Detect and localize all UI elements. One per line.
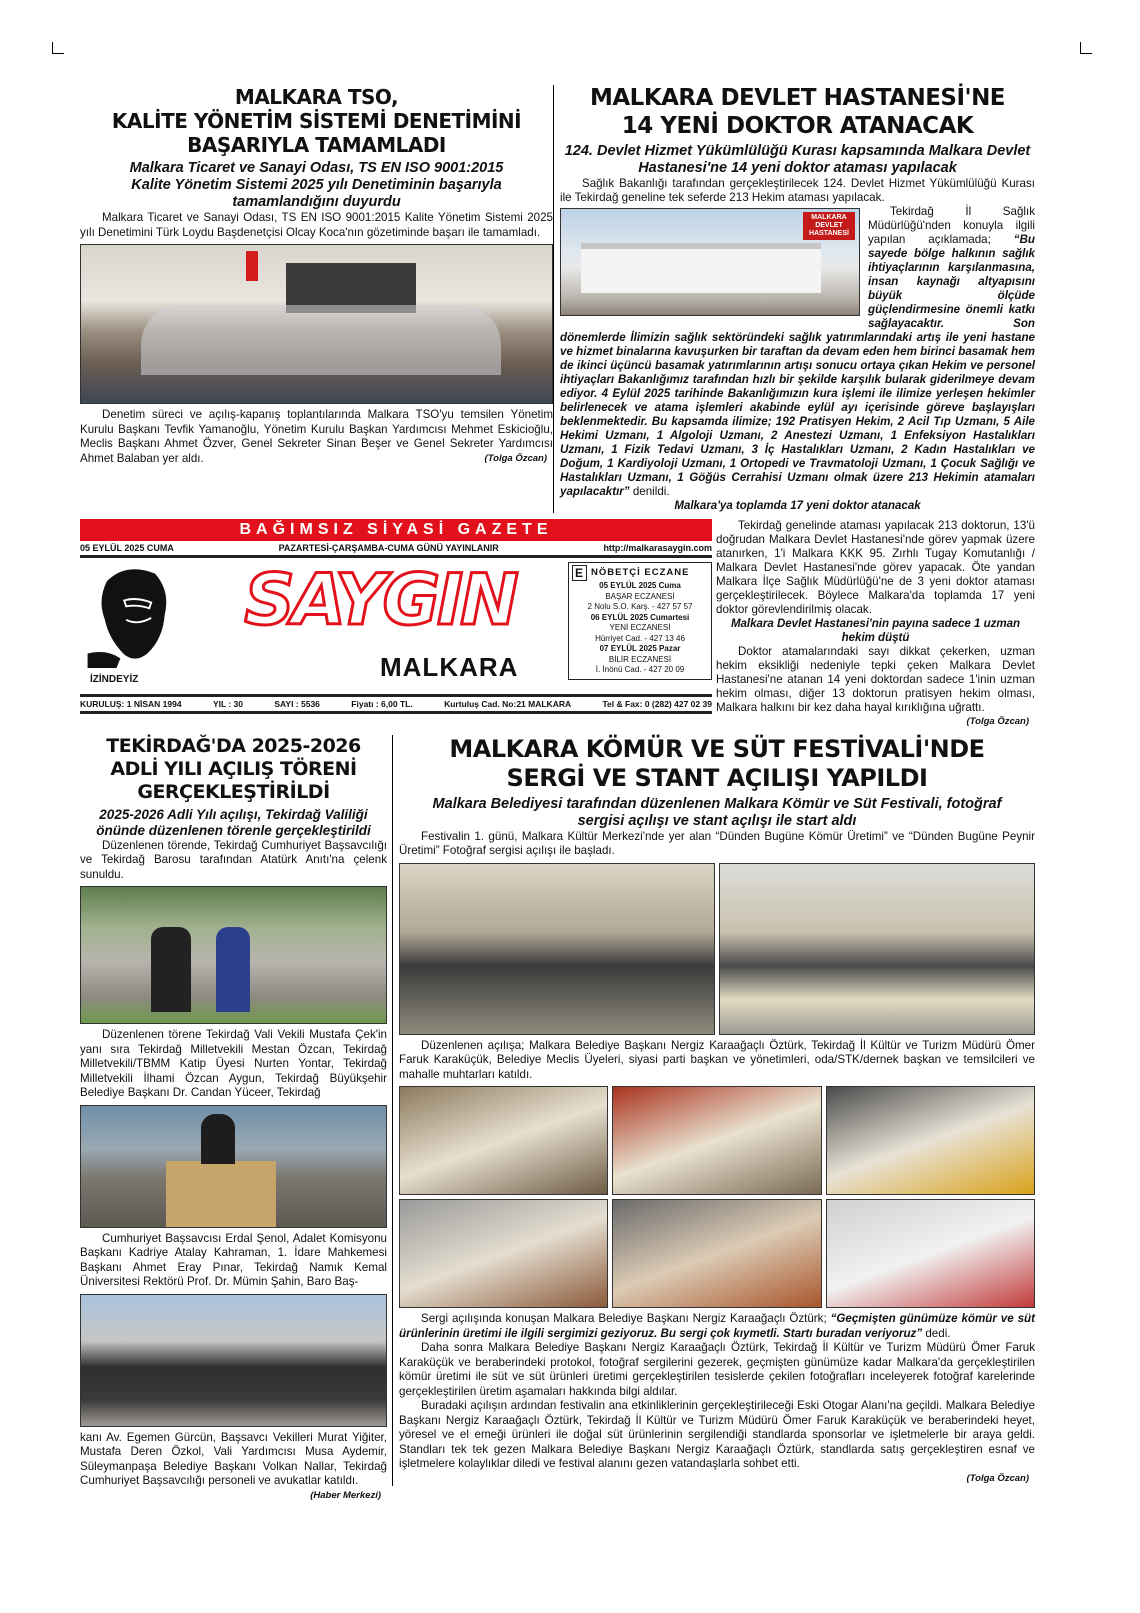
article-festival xyxy=(392,735,1035,1486)
ataturk-portrait-icon xyxy=(86,562,174,668)
issue-date: 05 EYLÜL 2025 CUMA xyxy=(80,543,174,554)
pharmacy-name: BAŞAR ECZANESİ xyxy=(605,591,675,601)
subheadline: Malkara Ticaret ve Sanayi Odası, TS EN ISO 9001:2015 Kalite Yönetim Sistemi 2025 yılı Denetiminin başarıyla tamamlandığını duyurdu xyxy=(129,160,504,210)
headline-line: TEKİRDAĞ'DA 2025-2026 xyxy=(106,735,361,758)
website-link[interactable]: http://malkarasaygin.com xyxy=(603,543,712,554)
bottom-row xyxy=(80,735,1035,1503)
pharmacy-name: YENİ ECZANESİ xyxy=(609,623,671,633)
pharmacy-address: 2 Nolu S.O. Karş. - 427 57 57 xyxy=(587,602,693,612)
photo-exhibition-opening xyxy=(399,863,715,1035)
article-hospital xyxy=(553,85,1035,513)
photo-group-officials xyxy=(80,1294,387,1427)
paragraph: Daha sonra Malkara Belediye Başkanı Nergiz Karaağaçlı Öztürk, Tekirdağ İl Kültür ve Turizm Müdürü Ömer Faruk Karaküçük ve beraberindeki protokol, fotoğraf sergilerini gezerek, geçmişten günümüze kadar Malkara'da gerçekleştirilen kömür üretimi ile süt ve süt ürünleri üretimi gerçekleştirilen tesislerde çekilen fotoğrafları inceleyerek fotoğraf karelerinde gerçekleştirilen üretim aşamaları hakkında bilgi aldılar. xyxy=(399,1341,1035,1398)
headline-line: GERÇEKLEŞTİRİLDİ xyxy=(137,780,330,803)
address: Kurtuluş Cad. No:21 MALKARA xyxy=(444,699,572,710)
photo-podium-speech xyxy=(80,1105,387,1228)
photo-stand xyxy=(826,1086,1035,1195)
pharmacy-date: 05 EYLÜL 2025 Cuma xyxy=(599,581,681,591)
photo-hospital-building xyxy=(560,208,860,316)
author-credit: (Tolga Özcan) xyxy=(966,716,1029,728)
photo-stand xyxy=(612,1086,821,1195)
headline-line: MALKARA TSO, xyxy=(234,85,399,109)
masthead-banner: BAĞIMSIZ SİYASİ GAZETE xyxy=(80,519,712,541)
photo-wreath-ceremony xyxy=(80,886,387,1024)
headline-line: MALKARA KÖMÜR VE SÜT FESTİVALİ'NDE xyxy=(449,735,985,764)
headline-line: KALİTE YÖNETİM SİSTEMİ DENETİMİNİ xyxy=(111,109,522,133)
headline-line: 14 YENİ DOKTOR ATANACAK xyxy=(621,112,974,139)
paragraph xyxy=(399,1399,1035,1486)
photo-row xyxy=(399,863,1035,1035)
page xyxy=(80,0,1035,1563)
pharmacy-entry xyxy=(569,644,711,676)
pharmacy-date: 06 EYLÜL 2025 Cumartesi xyxy=(590,612,690,622)
issue-number: SAYI : 5536 xyxy=(274,699,320,710)
quote: “Bu sayede bölge halkının sağlık ihtiyaçlarının karşılanmasına, insan kaynağı altyapısını büyük ölçüde güçlendirmesine önemli katkı sağlayacaktır. Son dönemlerde İlimizin sağlık sektöründeki sağlık yatırımlarındaki artış ile yeni hastane ve hizmet binalarına kavuşurken bir taraftan da devam eden hem birinci basamak hem de ikinci üçüncü basamak yatırımlarının artışı sonucu ortaya çıkan Hekim ve personel ihtiyaçları Bakanlığımız tarafından hızlı bir şekilde karşılık bularak giderilmeye devam ediyor. 4 Eylül 2025 tarihinde Bakanlığımızın kura işlemi ile ilimize yerleşen hekimler belirlenecek ve atama işlemleri akabinde eylül ayı içerisinde göreve başlayışları beklenmektedir. Bu kapsamda ilimize; 192 Pratisyen Hekim, 2 Acil Tıp Uzmanı, 5 Aile Hekimi Uzmanı, 1 Algoloji Uzmanı, 2 Anestezi Uzmanı, 1 Enfeksiyon Hastalıkları Uzmanı, 1 Fizik Tedavi Uzmanı, 3 İç Hastalıkları Uzmanı, 2 Kadın Hastalıkları ve Doğum, 1 Kardiyoloji Uzmanı, 1 Ortopedi ve Travmatoloji Uzmanı, 1 Çocuk Sağlığı ve Hastalıkları Uzmanı, 1 Göğüs Cerrahisi Uzmanı olmak üzere 213 Hekimin atamaları yapılacaktır” xyxy=(560,233,1035,499)
masthead-row xyxy=(80,519,1035,729)
paragraph-text: Denetim süreci ve açılış-kapanış toplantılarında Malkara TSO'yu temsilen Yönetim Kurulu Başkanı Tevfik Yamanoğlu, Yönetim Kurulu Başkan Yardımcısı Mehmet Eskicioğlu, Meclis Başkanı Ahmet Özver, Genel Sekreter Sinan Beşer ve Genel Sekreter Yardımcısı Ahmet Balaban yer aldı. xyxy=(80,408,553,465)
paragraph-text: kanı Av. Egemen Gürcün, Başsavcı Vekilleri Murat Yiğiter, Mustafa Deren Özkol, Vali Yardımcısı Musa Aydemir, Süleymanpaşa Belediye Başkanı Volkan Nallar, Tekirdağ Cumhuriyet Başsavcılığı personeli ve avukatlar katıldı. xyxy=(80,1430,387,1488)
masthead xyxy=(80,519,712,714)
pharmacy-title: NÖBETÇİ ECZANE xyxy=(591,567,690,579)
subheadline: 2025-2026 Adli Yılı açılışı, Tekirdağ Valiliği önünde düzenlenen törenle gerçekleştirildi xyxy=(96,806,371,838)
masthead-body xyxy=(80,558,712,694)
pharmacy-entry xyxy=(569,581,711,613)
author-credit: (Haber Merkezi) xyxy=(310,1489,381,1501)
hospital-sign: MALKARA DEVLET HASTANESİ xyxy=(803,212,855,240)
pharmacy-box xyxy=(568,562,712,680)
subheadline: 124. Devlet Hizmet Yükümlülüğü Kurası kapsamında Malkara Devlet Hastanesi'ne 14 yeni doktor ataması yapılacak xyxy=(564,143,1031,177)
crop-mark xyxy=(52,42,64,54)
people-group xyxy=(141,305,501,375)
speaker xyxy=(201,1114,235,1164)
price: Fiyatı : 6,00 TL. xyxy=(351,699,413,710)
quote: “Geçmişten günümüze kömür ve süt ürünlerinin üretimi ile ilgili sergimizi geziyoruz. Bu sergi çok kıymetli. Startı buradan veriyoruz” xyxy=(399,1312,1035,1340)
pharmacy-name: BİLİR ECZANESİ xyxy=(608,654,672,664)
person xyxy=(151,927,191,1012)
article-hospital-continued xyxy=(716,519,1035,729)
headline xyxy=(560,85,1035,140)
phone: Tel & Fax: 0 (282) 427 02 39 xyxy=(602,699,712,710)
paragraph xyxy=(80,408,553,466)
photo-stand xyxy=(612,1199,821,1308)
article-tso xyxy=(80,85,553,466)
photo-stand xyxy=(399,1199,608,1308)
paragraph-text: Buradaki açılışın ardından festivalin ana etkinliklerinin gerçekleştirileceği Eski Otogar Alanı'na geçildi. Malkara Belediye Başkanı Nergiz Karaağaçlı Öztürk, Tekirdağ İl Kültür ve Turizm Müdürü Ömer Faruk Karaküçük ve beraberindeki heyet, yöresel ve el emeği ürünleri ile doğal süt ürünlerinin sergilendiği standlarda sponsorlar ve işletmelerle bir araya geldi. Standları tek tek gezen Malkara Belediye Başkanı Nergiz Karaağaçlı Öztürk, standlarda satış gerçekleştiren esnaf ve işletmelere kolaylıklar diledi ve festival alanını gezen vatandaşlarla sohbet etti. xyxy=(399,1399,1035,1471)
logo-city: MALKARA xyxy=(380,652,519,683)
publication-schedule: PAZARTESİ-ÇARŞAMBA-CUMA GÜNÜ YAYINLANIR xyxy=(278,543,499,554)
section-subhead: Malkara Devlet Hastanesi'nin payına sadece 1 uzman hekim düştü xyxy=(730,618,1021,645)
paragraph xyxy=(716,645,1035,729)
pharmacy-entry xyxy=(569,613,711,645)
paragraph xyxy=(80,1431,387,1504)
paragraph: Cumhuriyet Başsavcısı Erdal Şenol, Adalet Komisyonu Başkanı Kadriye Atalay Kahraman, 1. İdare Mahkemesi Başkanı Ahmet Eray Pınar, Tekirdağ Namık Kemal Üniversitesi Rektörü Prof. Dr. Mümin Şahin, Baro Baş- xyxy=(80,1231,387,1289)
masthead-footer-row xyxy=(80,694,712,714)
masthead-info-row xyxy=(80,541,712,558)
paragraph-text: Sergi açılışında konuşan Malkara Belediye Başkanı Nergiz Karaağaçlı Öztürk; xyxy=(421,1312,831,1326)
paragraph: Malkara Ticaret ve Sanayi Odası, TS EN ISO 9001:2015 Kalite Yönetim Sistemi 2025 yılı Denetimini Türk Loydu Başdenetçisi Olcay Koca'nın gözetiminde başarı ile tamamladı. xyxy=(80,211,553,239)
photo-stand xyxy=(826,1199,1035,1308)
headline xyxy=(80,735,387,803)
headline-line: SERGİ VE STANT AÇILIŞI YAPILDI xyxy=(506,763,928,792)
photo-tso-meeting xyxy=(80,244,553,404)
paragraph: Düzenlenen törene Tekirdağ Vali Vekili Mustafa Çek'in yanı sıra Tekirdağ Milletvekili Mestan Özcan, Tekirdağ Milletvekili/TBMM Katip Üyesi Nurten Yontar, Tekirdağ Milletvekili İlhami Özcan Aygun, Tekirdağ Büyükşehir Belediye Başkanı Dr. Candan Yüceer, Tekirdağ xyxy=(80,1028,387,1100)
headline-line: MALKARA DEVLET HASTANESİ'NE xyxy=(589,85,1006,111)
photo-grid xyxy=(399,1086,1035,1308)
newspaper-logo: SAYGIN xyxy=(244,559,516,642)
headline xyxy=(399,735,1035,793)
paragraph-text: Doktor atamalarındaki sayı dikkat çekerken, uzman hekim eksikliği nedeniyle tepki çeken Malkara Devlet Hastanesi'ne atanan 14 yeni doktordan sadece 1'inin uzman hekim olması, diğer 13 doktorun pratisyen hekim olması, Malkara halkını bir kez daha hayal kırıklığına uğrattı. xyxy=(716,645,1035,715)
section-subhead: Malkara'ya toplamda 17 yeni doktor atanacak xyxy=(674,500,921,513)
paragraph: Düzenlenen açılışa; Malkara Belediye Başkanı Nergiz Karaağaçlı Öztürk, Tekirdağ İl Kültür ve Turizm Müdürü Ömer Faruk Karaküçük, Belediye Meclis Üyeleri, siyasi parti başkan ve yönetimleri, oda/STK/dernek başkan ve temsilcileri ve mahalle muhtarları katıldı. xyxy=(399,1038,1035,1081)
article-court xyxy=(80,735,392,1503)
paragraph xyxy=(399,1312,1035,1341)
subheadline: Malkara Belediyesi tarafından düzenlenen Malkara Kömür ve Süt Festivali, fotoğraf sergisi açılışı ve stant açılışı ile start aldı xyxy=(432,795,1002,829)
headline-line: BAŞARIYLA TAMAMLADI xyxy=(187,133,446,157)
paragraph-text: Tekirdağ İl Sağlık Müdürlüğü'nden konuyla ilgili yapılan açıklamada; xyxy=(868,205,1035,247)
paragraph: Festivalin 1. günü, Malkara Kültür Merkezi'nde yer alan “Dünden Bugüne Kömür Üretimi” ve “Dünden Bugüne Peynir Üretimi” Fotoğraf sergisi açılışı ile başladı. xyxy=(399,829,1035,858)
paragraph: Düzenlenen törende, Tekirdağ Cumhuriyet Başsavcılığı ve Tekirdağ Barosu tarafından Atatürk Anıtı'na çelenk sunuldu. xyxy=(80,838,387,881)
paragraph-text: denildi. xyxy=(629,485,670,499)
headline xyxy=(80,85,553,157)
pharmacy-badge-icon: E xyxy=(572,565,587,581)
crop-mark xyxy=(1080,42,1092,54)
motto: İZİNDEYİZ xyxy=(90,674,139,686)
author-credit: (Tolga Özcan) xyxy=(966,1472,1029,1484)
pharmacy-address: İ. İnönü Cad. - 427 20 09 xyxy=(595,665,685,675)
photo-exhibition-tour xyxy=(719,863,1035,1035)
person xyxy=(216,927,250,1012)
paragraph: Tekirdağ genelinde ataması yapılacak 213 doktorun, 13'ü doğrudan Malkara Devlet Hastanesi'nde görev yapmak üzere atanırken, 1'i Malkara KKK 95. Zırhlı Tugay Komutanlığı / Malkara Devlet Hastanesi'nde görev yapacak. Öte yandan Malkara İlçe Sağlık Müdürlüğü'ne de 3 yeni doktor ataması gerçekleştirilecek. Böylece Malkara'da toplamda 17 yeni doktor görevlendirilmiş olacak. xyxy=(716,519,1035,617)
author-credit: (Tolga Özcan) xyxy=(484,452,547,464)
headline-line: ADLİ YILI AÇILIŞ TÖRENİ xyxy=(110,757,357,780)
paragraph-text: dedi. xyxy=(922,1326,951,1340)
podium xyxy=(166,1161,276,1228)
pharmacy-address: Hürriyet Cad. - 427 13 46 xyxy=(595,633,685,643)
founded: KURULUŞ: 1 NİSAN 1994 xyxy=(80,699,182,710)
year: YIL : 30 xyxy=(212,699,244,710)
top-row xyxy=(80,85,1035,513)
photo-stand xyxy=(399,1086,608,1195)
pharmacy-date: 07 EYLÜL 2025 Pazar xyxy=(599,644,681,654)
paragraph: Sağlık Bakanlığı tarafından gerçekleştirilecek 124. Devlet Hizmet Yükümlülüğü Kurası ile Tekirdağ geneline tek seferde 213 Hekim ataması yapılacak. xyxy=(560,177,1035,205)
flag-icon xyxy=(246,251,258,281)
building xyxy=(581,243,821,293)
